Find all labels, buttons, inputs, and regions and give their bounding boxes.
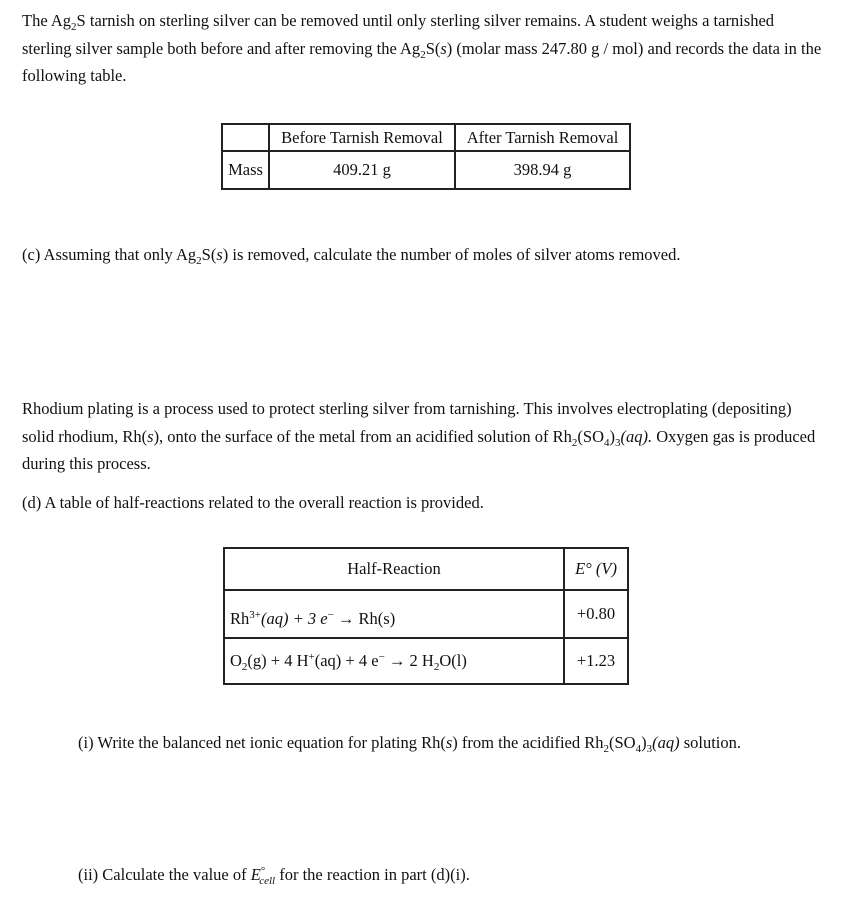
- mass-table-corner: [222, 124, 269, 151]
- e-value-rh: +0.80: [564, 590, 628, 638]
- e-value-o2: +1.23: [564, 638, 628, 684]
- header-after: After Tarnish Removal: [455, 124, 630, 151]
- intro-text-2: tarnish on sterling silver can be removed until only sterling silver remains. A student weighs a tarnished sterling silver sample both before and after removing the: [22, 11, 775, 58]
- half-reaction-rh: $Rh^{3+}(aq) + 3$ e− → Rh(s): [224, 590, 564, 638]
- formula-ag2s-2: $Ag_2S(s$: [400, 38, 447, 61]
- part-d-ii-question: (ii) Calculate the value of $E^\circ_{cell}$ for the reaction in part (d)(i).: [78, 865, 470, 887]
- header-half-reaction: Half-Reaction: [224, 548, 564, 590]
- half-reaction-table: [223, 547, 629, 685]
- part-d-intro: (d) A table of half-reactions related to the overall reaction is provided.: [22, 493, 484, 512]
- formula-ag2s: $Ag_2S$: [50, 11, 86, 33]
- half-reaction-o2: $O_2(g) + 4$ H+(aq) + 4 e− → 2 $H_2O(l)$: [224, 638, 564, 684]
- intro-text-1: The: [22, 11, 48, 30]
- part-c-question: (c) Assuming that only $Ag_2S(s)$ is removed, calculate the number of moles of silver atoms removed.: [22, 245, 681, 267]
- row-label-mass: Mass: [222, 151, 269, 189]
- intro-text-3: ) (molar mass 247.80 g / mol) and records the data in the following table.: [22, 38, 822, 85]
- mass-table: [221, 123, 631, 190]
- value-after: 398.94 g: [455, 151, 630, 189]
- part-d-i-question: (i) Write the balanced net ionic equation for plating Rh(s) from the acidified $Rh_2(SO_4)_3(aq)$ solution.: [78, 733, 742, 755]
- intro-paragraph: [22, 7, 827, 90]
- value-before: 409.21 g: [269, 151, 455, 189]
- header-before: Before Tarnish Removal: [269, 124, 455, 151]
- rhodium-paragraph: Rhodium plating is a process used to protect sterling silver from tarnishing. This involves electroplating (depositing) solid rhodium, Rh(s), onto the surface of the metal from an acidified solution of $Rh_2(SO_4)_3(aq)$. Oxygen gas is produced during this process.: [22, 399, 816, 473]
- header-e-standard: E° (V): [564, 548, 628, 590]
